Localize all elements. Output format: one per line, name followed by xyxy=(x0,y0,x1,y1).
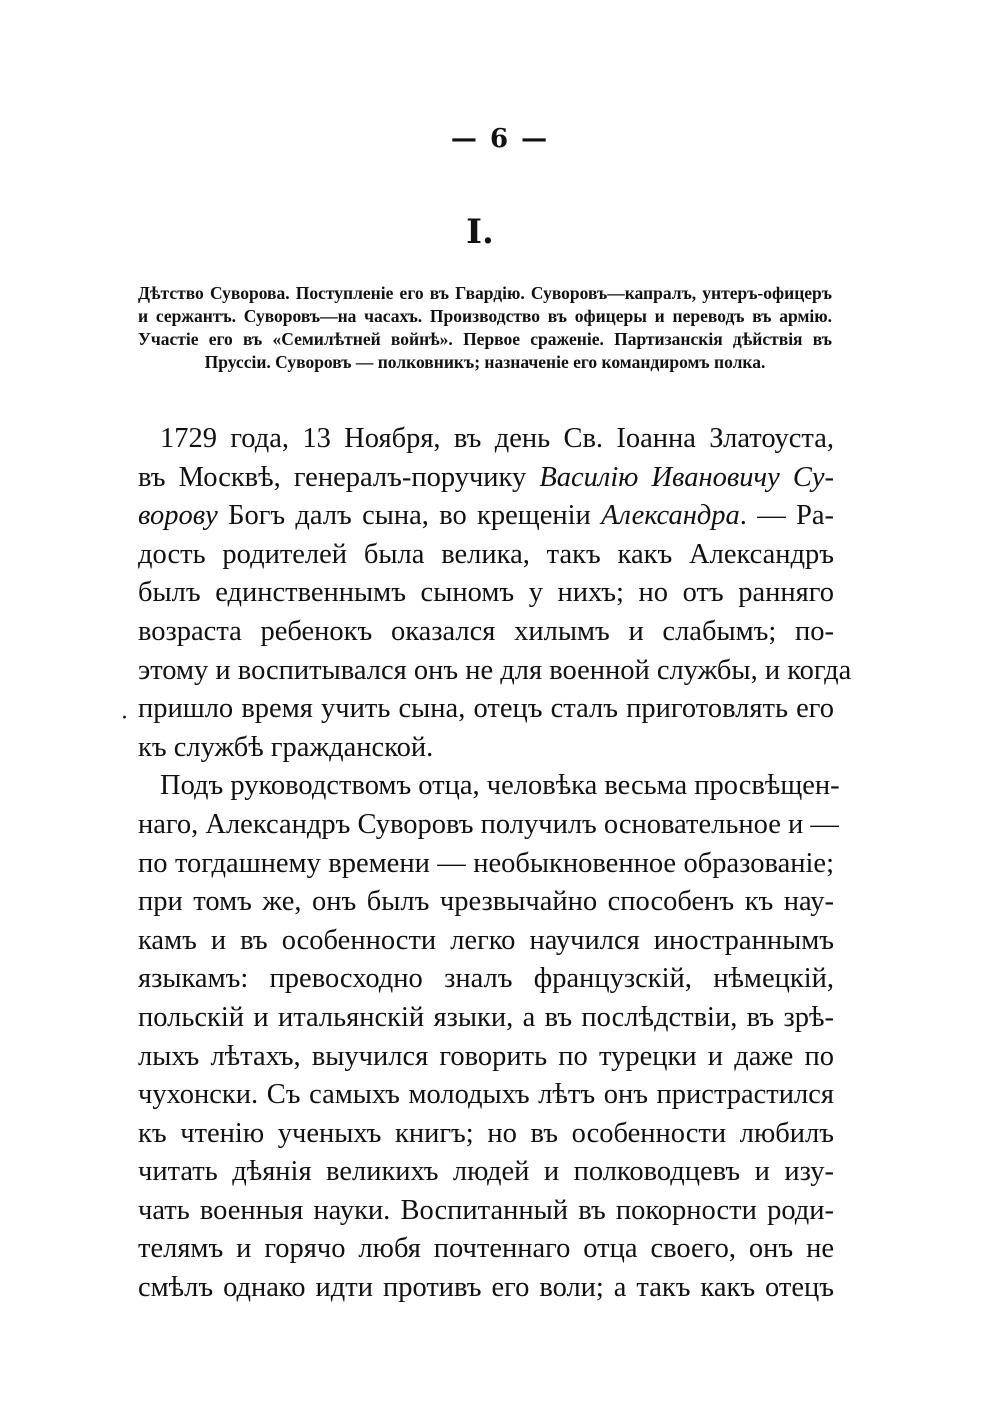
text-line: смѣлъ однако идти противъ его воли; а такъ какъ отецъ xyxy=(138,1272,834,1304)
text-line: языкамъ: превосходно зналъ французскій, нѣмецкій, xyxy=(138,963,834,995)
text-line: къ службѣ гражданской. xyxy=(138,731,434,763)
italic-name: Александра xyxy=(601,500,740,532)
text-segment: Богъ далъ сына, во крещеніи xyxy=(217,500,602,532)
text-line: Подъ руководствомъ отца, человѣка весьма просвѣщен- xyxy=(160,770,840,802)
text-line: 1729 года, 13 Ноября, въ день Св. Іоанна Златоуста, xyxy=(160,423,834,454)
text-line: дость родителей была велика, такъ какъ Александръ xyxy=(138,538,834,570)
text-line xyxy=(138,497,834,536)
text-line: телямъ и горячо любя почтеннаго отца своего, онъ не xyxy=(138,1233,834,1265)
text-line: польскій и итальянскій языки, а въ послѣдствіи, въ зрѣ- xyxy=(138,1001,834,1033)
text-segment: . — Ра- xyxy=(739,500,834,532)
text-line: этому и воспитывался онъ не для военной службы, и когда xyxy=(138,654,852,686)
text-line: камъ и въ особенности легко научился иностраннымъ xyxy=(138,924,834,956)
italic-name: ворову xyxy=(138,500,218,532)
text-line xyxy=(138,459,834,498)
text-line: при томъ же, онъ былъ чрезвычайно способенъ къ нау- xyxy=(138,886,834,918)
body-text xyxy=(138,420,852,1308)
chapter-summary: Дѣтство Суворова. Поступленіе его въ Гвардію. Суворовъ—капралъ, унтеръ-офицеръ и сержантъ. Суворовъ—на часахъ. Производство въ офицеры и переводъ въ армію. Участіе его въ «Семилѣтней войнѣ». Первое сраженіе. Партизанскія дѣйствія въ Пруссіи. Суворовъ — полковникъ; назначеніе его командиромъ полка. xyxy=(138,283,832,372)
margin-dot-mark: · xyxy=(121,706,128,731)
text-line: былъ единственнымъ сыномъ у нихъ; но отъ ранняго xyxy=(138,577,834,609)
text-line: пришло время учить сына, отецъ сталъ приготовлять его xyxy=(138,693,834,725)
paragraph-1 xyxy=(138,420,852,767)
page-number: — 6 — xyxy=(450,124,550,154)
text-line: къ чтенію ученыхъ книгъ; но въ особенности любилъ xyxy=(138,1117,834,1149)
paragraph-2 xyxy=(138,767,840,1307)
text-segment: въ Москвѣ, генералъ-поручику xyxy=(138,461,540,493)
text-line: лыхъ лѣтахъ, выучился говорить по турецки и даже по xyxy=(138,1040,834,1072)
text-line: читать дѣянія великихъ людей и полководцевъ и изу- xyxy=(138,1156,834,1188)
text-line: чать военныя науки. Воспитанный въ покорности роди- xyxy=(138,1194,834,1226)
italic-name: Василію Ивановичу Су- xyxy=(539,461,835,493)
text-line: возраста ребенокъ оказался хилымъ и слабымъ; по- xyxy=(138,615,834,647)
text-line: по тогдашнему времени — необыкновенное образованіе; xyxy=(138,847,834,879)
text-line: чухонски. Съ самыхъ молодыхъ лѣтъ онъ пристрастился xyxy=(138,1079,834,1111)
chapter-number: I. xyxy=(466,212,494,252)
text-line: наго, Александръ Суворовъ получилъ основательное и — xyxy=(138,808,839,840)
